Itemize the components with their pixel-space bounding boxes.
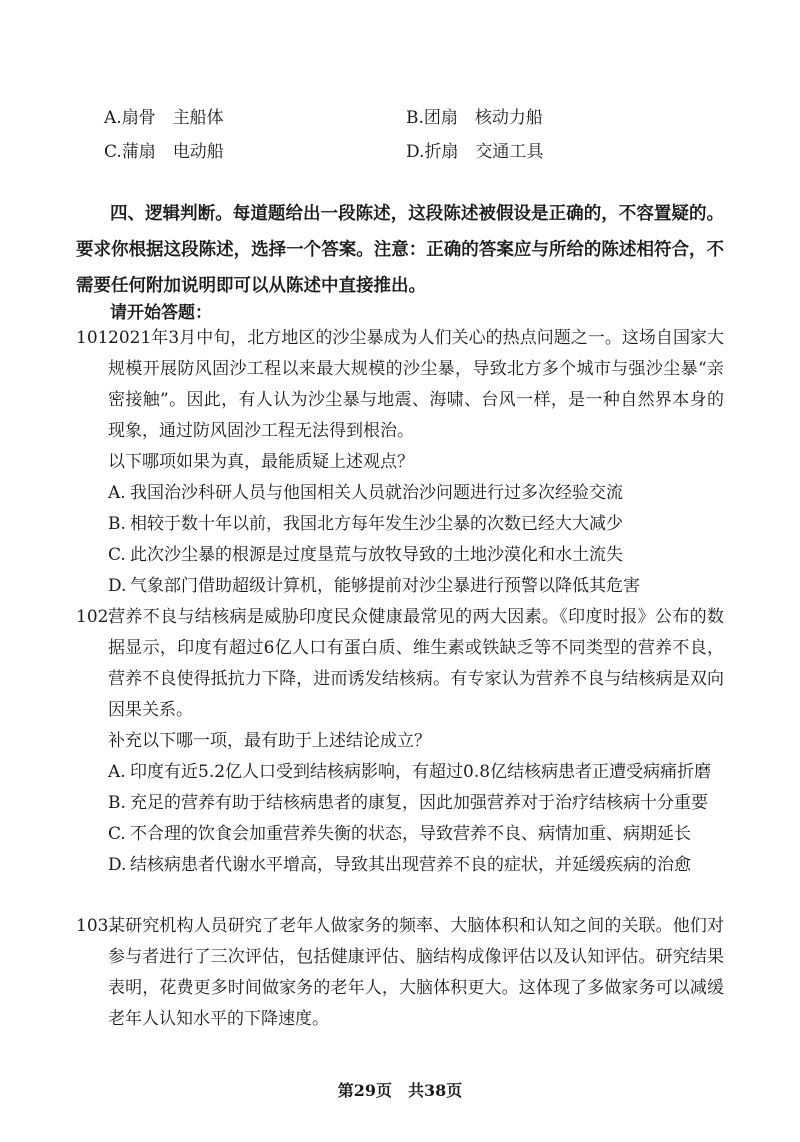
section-heading: 四、逻辑判断。每道题给出一段陈述，这段陈述被假设是正确的，不容置疑的。要求你根据这段陈述，选择一个答案。注意：正确的答案应与所给的陈述相符合，不需要任何附加说明即可以从陈述中直接推出。: [76, 204, 724, 296]
option-d: D. 结核病患者代谢水平增高，导致其出现营养不良的症状，并延缓疾病的治愈: [108, 855, 691, 875]
option-b: B. 相较于数十年以前，我国北方每年发生沙尘暴的次数已经大大减少: [108, 514, 623, 534]
option-b: B. 充足的营养有助于结核病患者的康复，因此加强营养对于治疗结核病十分重要: [108, 793, 708, 813]
option-a: A.扇骨 主船体: [104, 108, 224, 128]
question-103: [76, 911, 724, 1035]
question-prompt: 以下哪项如果为真，最能质疑上述观点？: [108, 452, 414, 472]
option-d: D. 气象部门借助超级计算机，能够提前对沙尘暴进行预警以降低其危害: [108, 576, 640, 596]
question-number: 103.: [76, 916, 114, 936]
question-number: 102.: [76, 607, 114, 627]
option-c: C. 不合理的饮食会加重营养失衡的状态，导致营养不良、病情加重、病期延长: [108, 824, 691, 844]
option-c: C.蒲扇 电动船: [104, 142, 224, 162]
question-102: [76, 602, 724, 881]
question-stem: 某研究机构人员研究了老年人做家务的频率、大脑体积和认知之间的关联。他们对参与者进行了三次评估，包括健康评估、脑结构成像评估以及认知评估。研究结果表明，花费更多时间做家务的老年人，大脑体积更大。这体现了多做家务可以减缓老年人认知水平的下降速度。: [108, 916, 724, 1029]
page-footer: 第29页 共38页: [337, 1081, 463, 1100]
option-a: A. 印度有近5.2亿人口受到结核病影响，有超过0.8亿结核病患者正遭受病痛折磨: [108, 762, 712, 782]
question-number: 101.: [76, 328, 114, 348]
option-b: B.团扇 核动力船: [406, 108, 543, 128]
question-stem: 2021年3月中旬，北方地区的沙尘暴成为人们关心的热点问题之一。这场自国家大规模开展防风固沙工程以来最大规模的沙尘暴，导致北方多个城市与强沙尘暴“亲密接触”。因此，有人认为沙尘暴与地震、海啸、台风一样，是一种自然界本身的现象，通过防风固沙工程无法得到根治。: [108, 328, 724, 441]
option-c: C. 此次沙尘暴的根源是过度垦荒与放牧导致的土地沙漠化和水土流失: [108, 545, 623, 565]
question-stem: 营养不良与结核病是威胁印度民众健康最常见的两大因素。《印度时报》公布的数据显示，印度有超过6亿人口有蛋白质、维生素或铁缺乏等不同类型的营养不良，营养不良使得抵抗力下降，进而诱发结核病。有专家认为营养不良与结核病是双向因果关系。: [108, 607, 724, 720]
option-a: A. 我国治沙科研人员与他国相关人员就治沙问题进行过多次经验交流: [108, 483, 623, 503]
start-prompt: 请开始答题：: [110, 303, 212, 323]
question-101: [76, 323, 724, 602]
option-d: D.折扇 交通工具: [406, 142, 544, 162]
question-prompt: 补充以下哪一项，最有助于上述结论成立？: [108, 731, 431, 751]
previous-question-options: [104, 106, 664, 164]
